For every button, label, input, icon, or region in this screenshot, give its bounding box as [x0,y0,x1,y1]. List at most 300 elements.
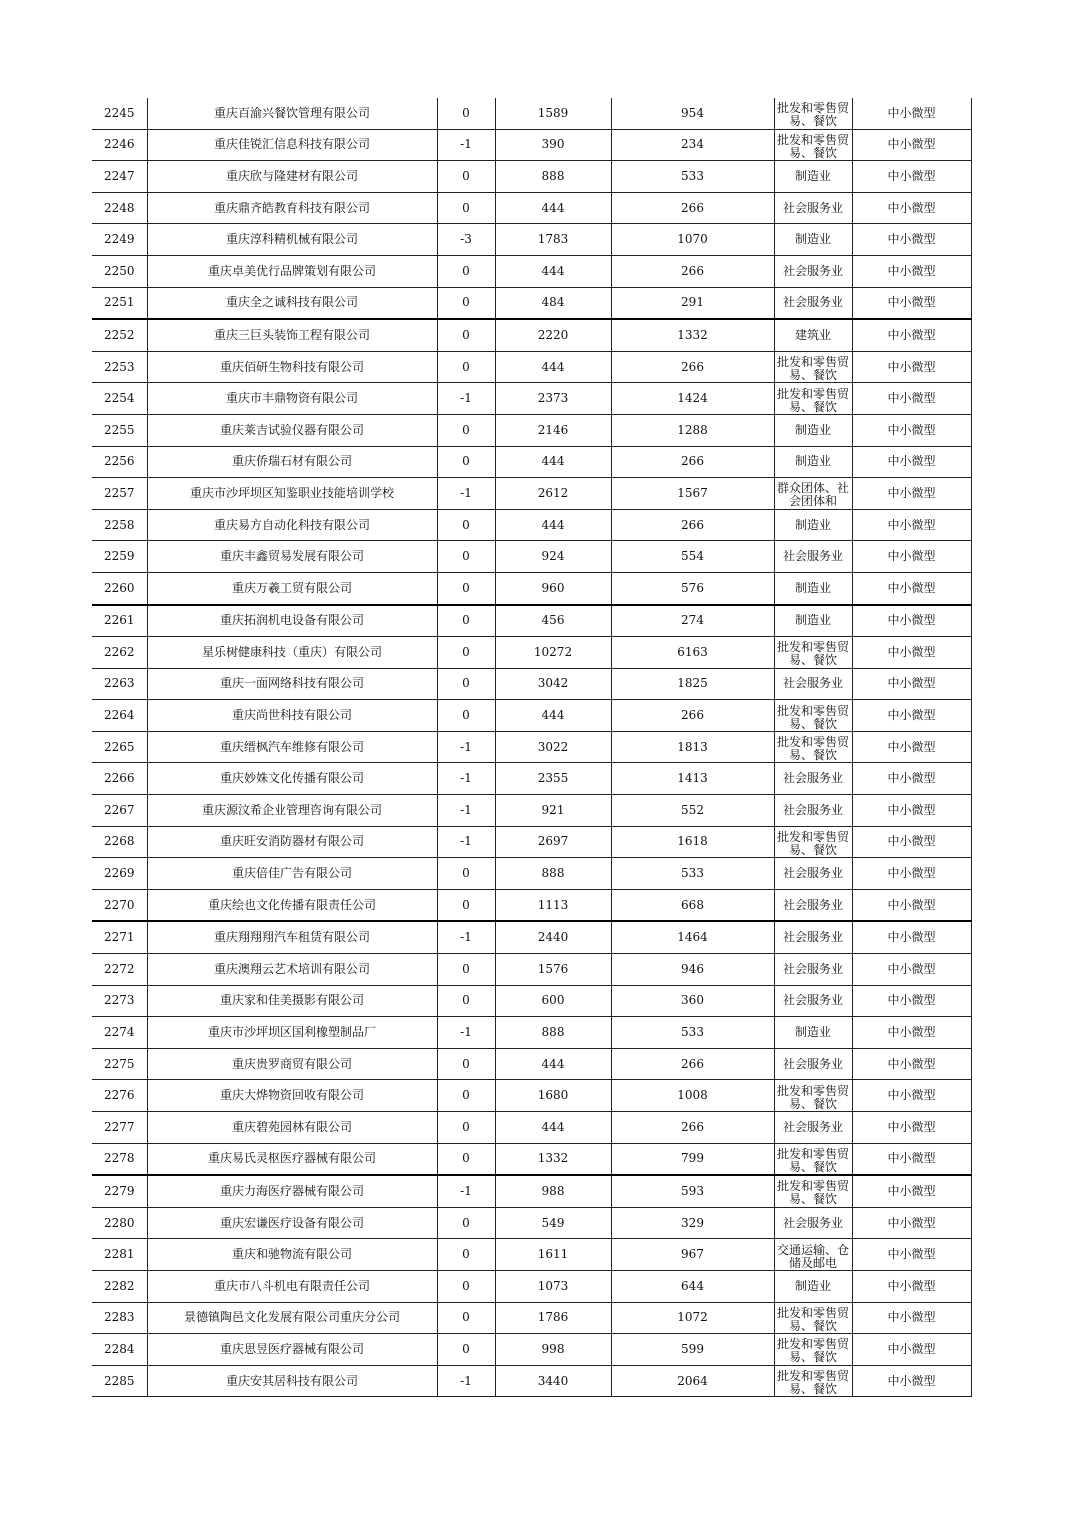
value-c-cell: 1413 [611,763,774,795]
value-a-cell: -1 [437,129,495,161]
enterprise-size-cell: 中小微型 [852,478,971,510]
value-a-cell: 0 [437,287,495,319]
enterprise-size-cell: 中小微型 [852,763,971,795]
value-b-cell: 390 [495,129,611,161]
row-number-cell: 2258 [92,509,147,541]
value-b-cell: 2220 [495,319,611,351]
value-a-cell: 0 [437,1080,495,1112]
enterprise-size-cell: 中小微型 [852,1334,971,1366]
enterprise-size-cell: 中小微型 [852,637,971,669]
enterprise-size-cell: 中小微型 [852,192,971,224]
row-number-cell: 2284 [92,1334,147,1366]
row-number-cell: 2268 [92,826,147,858]
enterprise-size-cell: 中小微型 [852,858,971,890]
table-row [92,1365,971,1397]
company-name-cell: 重庆妙姝文化传播有限公司 [147,763,437,795]
table-row [92,826,971,858]
company-name-cell: 重庆丰鑫贸易发展有限公司 [147,541,437,573]
row-number-cell: 2257 [92,478,147,510]
table-row [92,1048,971,1080]
table-row [92,700,971,732]
industry-cell [774,572,852,604]
company-name-cell: 重庆侨瑞石材有限公司 [147,446,437,478]
enterprise-size-cell: 中小微型 [852,161,971,193]
industry-label: 制造业 [794,613,831,628]
row-number-cell: 2270 [92,889,147,921]
row-number-cell: 2280 [92,1207,147,1239]
industry-label: 制造业 [794,1278,831,1293]
industry-cell [774,129,852,161]
industry-label: 制造业 [794,454,831,469]
value-a-cell: 0 [437,1207,495,1239]
value-c-cell: 644 [611,1270,774,1302]
value-b-cell: 3022 [495,731,611,763]
company-name-cell: 重庆碧苑园林有限公司 [147,1112,437,1144]
table-row [92,1270,971,1302]
row-number-cell: 2256 [92,446,147,478]
company-name-cell: 重庆绘也文化传播有限责任公司 [147,889,437,921]
row-number-cell: 2251 [92,287,147,319]
table-row [92,1302,971,1334]
company-name-cell: 重庆家和佳美摄影有限公司 [147,985,437,1017]
industry-cell [774,668,852,700]
industry-label: 制造业 [794,232,831,247]
table-row [92,478,971,510]
industry-label: 建筑业 [794,327,831,342]
row-number-cell: 2265 [92,731,147,763]
industry-cell [774,541,852,573]
industry-cell [774,255,852,287]
row-number-cell: 2278 [92,1143,147,1175]
value-b-cell: 444 [495,509,611,541]
value-a-cell: -1 [437,795,495,827]
industry-label: 社会服务业 [782,1056,843,1071]
table-row [92,383,971,415]
table-row [92,763,971,795]
value-b-cell: 456 [495,605,611,637]
company-name-cell: 重庆万羲工贸有限公司 [147,572,437,604]
value-c-cell: 266 [611,700,774,732]
value-a-cell: 0 [437,255,495,287]
company-name-cell: 重庆拓润机电设备有限公司 [147,605,437,637]
enterprise-size-cell: 中小微型 [852,1207,971,1239]
industry-label: 社会服务业 [782,930,843,945]
enterprise-size-cell: 中小微型 [852,700,971,732]
value-c-cell: 6163 [611,637,774,669]
table-row [92,161,971,193]
table-row [92,224,971,256]
industry-cell [774,637,852,669]
value-c-cell: 1618 [611,826,774,858]
value-c-cell: 599 [611,1334,774,1366]
row-number-cell: 2269 [92,858,147,890]
value-c-cell: 1072 [611,1302,774,1334]
industry-cell [774,1080,852,1112]
value-a-cell: 0 [437,414,495,446]
value-a-cell: 0 [437,668,495,700]
value-a-cell: -1 [437,1175,495,1207]
company-name-cell: 重庆贵罗商贸有限公司 [147,1048,437,1080]
value-b-cell: 444 [495,1048,611,1080]
company-name-cell: 重庆百渝兴餐饮管理有限公司 [147,98,437,129]
industry-label: 批发和零售贸易、餐饮 [776,386,849,414]
value-a-cell: 0 [437,192,495,224]
enterprise-size-cell: 中小微型 [852,509,971,541]
value-c-cell: 799 [611,1143,774,1175]
industry-cell [774,414,852,446]
industry-label: 批发和零售贸易、餐饮 [776,1369,849,1397]
row-number-cell: 2279 [92,1175,147,1207]
industry-cell [774,287,852,319]
row-number-cell: 2283 [92,1302,147,1334]
value-b-cell: 484 [495,287,611,319]
value-a-cell: 0 [437,1270,495,1302]
value-a-cell: 0 [437,858,495,890]
table-row [92,985,971,1017]
row-number-cell: 2281 [92,1239,147,1271]
company-name-cell: 重庆莱吉试验仪器有限公司 [147,414,437,446]
company-name-cell: 重庆佳锐汇信息科技有限公司 [147,129,437,161]
industry-cell [774,605,852,637]
value-a-cell: 0 [437,1143,495,1175]
industry-label: 社会服务业 [782,263,843,278]
value-a-cell: -1 [437,731,495,763]
value-b-cell: 2440 [495,921,611,953]
value-b-cell: 1786 [495,1302,611,1334]
enterprise-size-cell: 中小微型 [852,826,971,858]
value-b-cell: 2355 [495,763,611,795]
value-c-cell: 266 [611,446,774,478]
industry-cell [774,1270,852,1302]
value-c-cell: 291 [611,287,774,319]
industry-cell [774,351,852,383]
row-number-cell: 2273 [92,985,147,1017]
industry-label: 批发和零售贸易、餐饮 [776,101,849,129]
table-row [92,1143,971,1175]
company-name-cell: 重庆尚世科技有限公司 [147,700,437,732]
industry-cell [774,1017,852,1049]
industry-cell [774,858,852,890]
industry-label: 社会服务业 [782,993,843,1008]
table-row [92,954,971,986]
industry-label: 制造业 [794,1025,831,1040]
value-b-cell: 549 [495,1207,611,1239]
industry-label: 社会服务业 [782,1215,843,1230]
company-name-cell: 重庆市丰鼎物资有限公司 [147,383,437,415]
industry-label: 社会服务业 [782,200,843,215]
company-name-cell: 重庆市沙坪坝区国利橡塑制品厂 [147,1017,437,1049]
table-row [92,541,971,573]
table-row [92,509,971,541]
data-table [92,98,972,1397]
value-a-cell: 0 [437,605,495,637]
value-a-cell: 0 [437,446,495,478]
value-c-cell: 1332 [611,319,774,351]
enterprise-size-cell: 中小微型 [852,921,971,953]
value-c-cell: 533 [611,161,774,193]
value-b-cell: 444 [495,351,611,383]
industry-label: 社会服务业 [782,549,843,564]
value-b-cell: 3042 [495,668,611,700]
industry-cell [774,921,852,953]
company-name-cell: 重庆源汶希企业管理咨询有限公司 [147,795,437,827]
row-number-cell: 2249 [92,224,147,256]
value-a-cell: -1 [437,763,495,795]
company-name-cell: 重庆佰研生物科技有限公司 [147,351,437,383]
company-name-cell: 重庆易氏灵枢医疗器械有限公司 [147,1143,437,1175]
table-body [92,98,971,1397]
value-c-cell: 1567 [611,478,774,510]
row-number-cell: 2261 [92,605,147,637]
company-name-cell: 重庆力海医疗器械有限公司 [147,1175,437,1207]
industry-cell [774,509,852,541]
company-name-cell: 重庆澳翔云艺术培训有限公司 [147,954,437,986]
value-c-cell: 266 [611,255,774,287]
value-b-cell: 2697 [495,826,611,858]
enterprise-size-cell: 中小微型 [852,1017,971,1049]
industry-cell [774,1048,852,1080]
value-b-cell: 1113 [495,889,611,921]
enterprise-size-cell: 中小微型 [852,889,971,921]
value-b-cell: 2146 [495,414,611,446]
enterprise-size-cell: 中小微型 [852,1143,971,1175]
table-row [92,1207,971,1239]
value-a-cell: 0 [437,98,495,129]
row-number-cell: 2254 [92,383,147,415]
industry-label: 批发和零售贸易、餐饮 [776,1337,849,1365]
row-number-cell: 2276 [92,1080,147,1112]
industry-cell [774,319,852,351]
company-name-cell: 重庆淳科精机械有限公司 [147,224,437,256]
industry-cell [774,161,852,193]
value-b-cell: 1680 [495,1080,611,1112]
industry-label: 社会服务业 [782,897,843,912]
row-number-cell: 2267 [92,795,147,827]
value-a-cell: 0 [437,1334,495,1366]
industry-label: 社会服务业 [782,676,843,691]
enterprise-size-cell: 中小微型 [852,1239,971,1271]
company-name-cell: 星乐树健康科技（重庆）有限公司 [147,637,437,669]
company-name-cell: 重庆思昱医疗器械有限公司 [147,1334,437,1366]
value-c-cell: 274 [611,605,774,637]
company-name-cell: 重庆市八斗机电有限责任公司 [147,1270,437,1302]
company-name-cell: 重庆鼎齐皓教育科技有限公司 [147,192,437,224]
industry-label: 社会服务业 [782,802,843,817]
enterprise-size-cell: 中小微型 [852,255,971,287]
company-name-cell: 重庆一面网络科技有限公司 [147,668,437,700]
table-row [92,414,971,446]
industry-cell [774,446,852,478]
industry-cell [774,224,852,256]
value-b-cell: 2373 [495,383,611,415]
value-c-cell: 329 [611,1207,774,1239]
value-a-cell: 0 [437,1112,495,1144]
enterprise-size-cell: 中小微型 [852,1302,971,1334]
enterprise-size-cell: 中小微型 [852,572,971,604]
industry-cell [774,985,852,1017]
industry-label: 社会服务业 [782,295,843,310]
value-b-cell: 3440 [495,1365,611,1397]
value-b-cell: 998 [495,1334,611,1366]
value-a-cell: 0 [437,541,495,573]
row-number-cell: 2253 [92,351,147,383]
value-c-cell: 552 [611,795,774,827]
industry-label: 社会服务业 [782,771,843,786]
value-b-cell: 960 [495,572,611,604]
enterprise-size-cell: 中小微型 [852,1365,971,1397]
table-row [92,1017,971,1049]
value-a-cell: 0 [437,700,495,732]
row-number-cell: 2250 [92,255,147,287]
enterprise-size-cell: 中小微型 [852,668,971,700]
industry-label: 制造业 [794,422,831,437]
row-number-cell: 2264 [92,700,147,732]
value-c-cell: 1825 [611,668,774,700]
value-b-cell: 600 [495,985,611,1017]
row-number-cell: 2255 [92,414,147,446]
company-name-cell: 重庆和驰物流有限公司 [147,1239,437,1271]
value-b-cell: 444 [495,192,611,224]
table-row [92,795,971,827]
company-name-cell: 重庆三巨头装饰工程有限公司 [147,319,437,351]
value-c-cell: 593 [611,1175,774,1207]
table-row [92,319,971,351]
enterprise-size-cell: 中小微型 [852,1112,971,1144]
row-number-cell: 2248 [92,192,147,224]
industry-cell [774,98,852,129]
value-a-cell: -1 [437,921,495,953]
row-number-cell: 2274 [92,1017,147,1049]
industry-cell [774,954,852,986]
industry-cell [774,192,852,224]
value-c-cell: 954 [611,98,774,129]
company-name-cell: 重庆倍佳广告有限公司 [147,858,437,890]
value-a-cell: 0 [437,509,495,541]
industry-label: 制造业 [794,580,831,595]
enterprise-size-cell: 中小微型 [852,224,971,256]
table-row [92,637,971,669]
enterprise-size-cell: 中小微型 [852,1080,971,1112]
company-name-cell: 重庆宏谦医疗设备有限公司 [147,1207,437,1239]
row-number-cell: 2263 [92,668,147,700]
industry-cell [774,826,852,858]
value-c-cell: 946 [611,954,774,986]
value-a-cell: 0 [437,1302,495,1334]
company-name-cell: 景德镇陶邑文化发展有限公司重庆分公司 [147,1302,437,1334]
value-b-cell: 1073 [495,1270,611,1302]
value-a-cell: -1 [437,1365,495,1397]
company-name-cell: 重庆安其居科技有限公司 [147,1365,437,1397]
value-c-cell: 266 [611,509,774,541]
value-c-cell: 2064 [611,1365,774,1397]
industry-cell [774,731,852,763]
enterprise-size-cell: 中小微型 [852,446,971,478]
value-c-cell: 234 [611,129,774,161]
value-c-cell: 554 [611,541,774,573]
row-number-cell: 2266 [92,763,147,795]
industry-label: 制造业 [794,168,831,183]
table-row [92,889,971,921]
company-name-cell: 重庆缙枫汽车维修有限公司 [147,731,437,763]
row-number-cell: 2262 [92,637,147,669]
enterprise-size-cell: 中小微型 [852,287,971,319]
value-b-cell: 888 [495,858,611,890]
industry-cell [774,1112,852,1144]
value-a-cell: -3 [437,224,495,256]
industry-label: 批发和零售贸易、餐饮 [776,132,849,160]
table-row [92,192,971,224]
table-row [92,731,971,763]
value-b-cell: 10272 [495,637,611,669]
table-row [92,129,971,161]
value-a-cell: 0 [437,161,495,193]
industry-label: 社会服务业 [782,866,843,881]
enterprise-size-cell: 中小微型 [852,414,971,446]
industry-label: 批发和零售贸易、餐饮 [776,1083,849,1111]
value-a-cell: 0 [437,351,495,383]
industry-cell [774,763,852,795]
value-b-cell: 444 [495,446,611,478]
row-number-cell: 2277 [92,1112,147,1144]
industry-cell [774,795,852,827]
table-row [92,1239,971,1271]
value-b-cell: 988 [495,1175,611,1207]
industry-label: 社会服务业 [782,961,843,976]
value-a-cell: 0 [437,572,495,604]
value-c-cell: 1288 [611,414,774,446]
row-number-cell: 2246 [92,129,147,161]
enterprise-size-cell: 中小微型 [852,605,971,637]
value-b-cell: 1611 [495,1239,611,1271]
table-row [92,287,971,319]
table-row [92,255,971,287]
table-row [92,921,971,953]
value-a-cell: -1 [437,383,495,415]
value-a-cell: 0 [437,1048,495,1080]
industry-label: 群众团体、社会团体和 [776,481,849,509]
industry-cell [774,383,852,415]
value-b-cell: 924 [495,541,611,573]
value-b-cell: 1783 [495,224,611,256]
table-row [92,668,971,700]
industry-cell [774,1302,852,1334]
table-row [92,605,971,637]
industry-label: 交通运输、仓储及邮电 [776,1242,849,1270]
value-c-cell: 266 [611,192,774,224]
table-row [92,446,971,478]
value-c-cell: 266 [611,351,774,383]
value-c-cell: 533 [611,1017,774,1049]
company-name-cell: 重庆旺安消防器材有限公司 [147,826,437,858]
industry-cell [774,1239,852,1271]
table-row [92,1080,971,1112]
table-row [92,351,971,383]
company-name-cell: 重庆翔翔翔汽车租赁有限公司 [147,921,437,953]
table-row [92,98,971,129]
value-c-cell: 1464 [611,921,774,953]
value-a-cell: 0 [437,319,495,351]
value-b-cell: 2612 [495,478,611,510]
value-c-cell: 668 [611,889,774,921]
industry-cell [774,1143,852,1175]
industry-cell [774,478,852,510]
enterprise-size-cell: 中小微型 [852,541,971,573]
value-c-cell: 1070 [611,224,774,256]
row-number-cell: 2252 [92,319,147,351]
value-a-cell: 0 [437,1239,495,1271]
value-c-cell: 967 [611,1239,774,1271]
value-c-cell: 266 [611,1112,774,1144]
